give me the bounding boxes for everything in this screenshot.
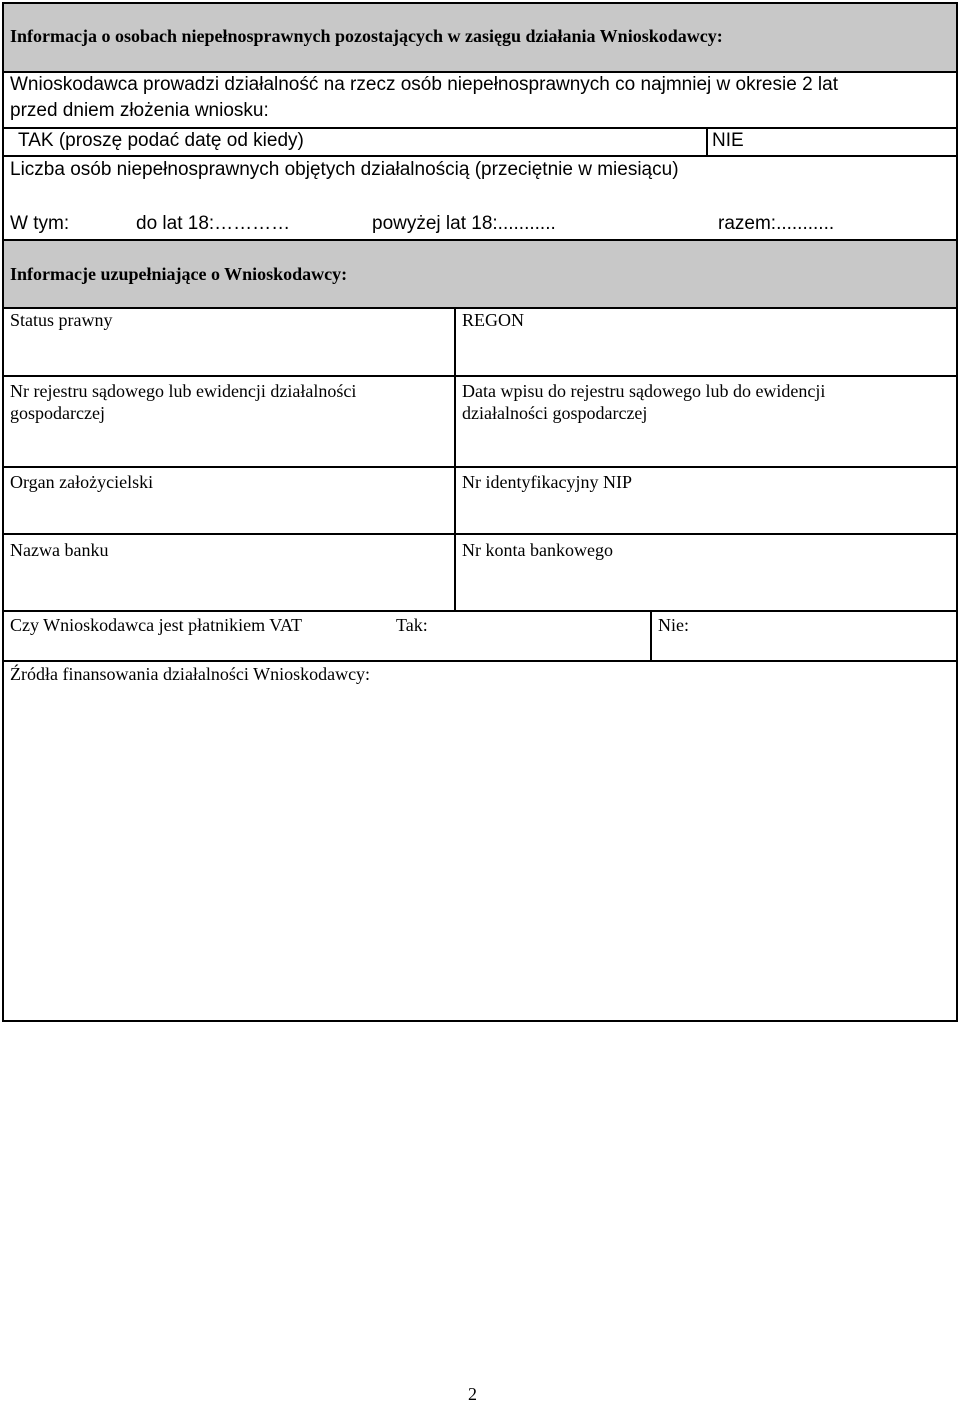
tak-label: TAK (proszę podać datę od kiedy) bbox=[18, 130, 304, 151]
regon-label: REGON bbox=[462, 310, 524, 330]
razem-field[interactable]: razem:........... bbox=[718, 213, 835, 234]
vat-tak-label: Tak: bbox=[396, 615, 428, 635]
bank-label: Nazwa banku bbox=[10, 540, 109, 560]
data-wpisu-label: Data wpisu do rejestru sądowego lub do ewidencji działalności gospodarczej bbox=[462, 381, 826, 423]
nie-label: NIE bbox=[712, 130, 744, 151]
section1-header: Informacja o osobach niepełnosprawnych pozostających w zasięgu działania Wnioskodawcy: bbox=[10, 26, 723, 46]
page-number: 2 bbox=[468, 1384, 477, 1404]
divider-nie-vat bbox=[650, 611, 652, 661]
rule-tak-top bbox=[2, 127, 958, 129]
count-label: Liczba osób niepełnosprawnych objętych działalnością (przeciętnie w miesiącu) bbox=[10, 159, 679, 180]
w-tym-label: W tym: bbox=[10, 213, 70, 234]
rule-after-header1 bbox=[2, 71, 958, 73]
rule-row2 bbox=[2, 375, 958, 377]
rule-tak-bottom bbox=[2, 155, 958, 157]
vat-question-label: Czy Wnioskodawca jest płatnikiem VAT bbox=[10, 615, 302, 635]
organ-label: Organ założycielski bbox=[10, 472, 154, 492]
nr-rejestru-label: Nr rejestru sądowego lub ewidencji działalności gospodarczej bbox=[10, 381, 357, 423]
rule-before-header2 bbox=[2, 239, 958, 241]
divider-columns bbox=[454, 308, 456, 611]
powyzej-lat-18-field[interactable]: powyżej lat 18:........... bbox=[372, 213, 556, 234]
status-prawny-label: Status prawny bbox=[10, 310, 113, 330]
nip-label: Nr identyfikacyjny NIP bbox=[462, 472, 632, 492]
rule-after-header2 bbox=[2, 307, 958, 309]
zrodla-finansowania-label: Źródła finansowania działalności Wnioskodawcy: bbox=[10, 664, 371, 684]
divider-nie bbox=[706, 128, 708, 156]
konto-label: Nr konta bankowego bbox=[462, 540, 613, 560]
intro-line1: Wnioskodawca prowadzi działalność na rzecz osób niepełnosprawnych co najmniej w okresie 2 lat bbox=[10, 74, 838, 95]
rule-row4 bbox=[2, 533, 958, 535]
vat-nie-label: Nie: bbox=[658, 615, 689, 635]
section2-header: Informacje uzupełniające o Wnioskodawcy: bbox=[10, 264, 348, 284]
frame-bottom bbox=[2, 1020, 958, 1022]
rule-row6 bbox=[2, 660, 958, 662]
rule-row3 bbox=[2, 466, 958, 468]
do-lat-18-field[interactable]: do lat 18:………… bbox=[136, 213, 291, 234]
intro-line2: przed dniem złożenia wniosku: bbox=[10, 100, 269, 121]
frame-top bbox=[2, 2, 958, 4]
rule-row5 bbox=[2, 610, 958, 612]
